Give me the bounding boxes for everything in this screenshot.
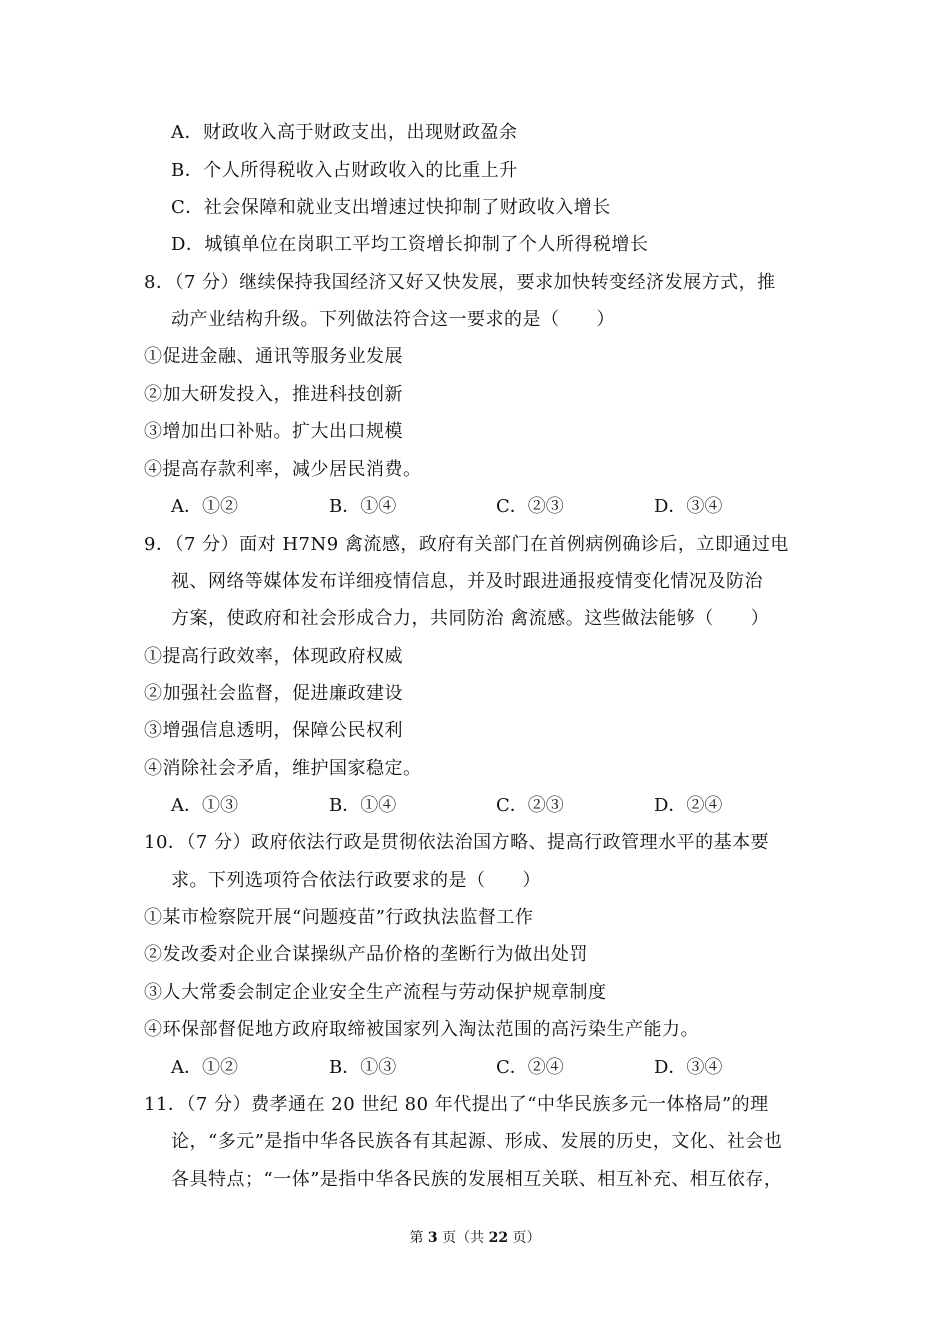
q8-item-4: ④提高存款利率，减少居民消费。 [144,459,422,480]
q10-stem-line-2: 求。下列选项符合依法行政要求的是（ ） [171,870,541,891]
q11-stem-line-2: 论，“多元”是指中华各民族各有其起源、形成、发展的历史，文化、社会也 [171,1131,783,1152]
q9-choice-c: C．②③ [496,795,564,816]
footer-mid: 页（共 [442,1230,485,1246]
q10-choice-d: D．③④ [654,1057,723,1078]
q9-item-1: ①提高行政效率，体现政府权威 [144,646,403,667]
q8-choice-a: A．①② [171,496,238,517]
q10-choice-c: C．②④ [496,1057,564,1078]
q8-choice-b: B．①④ [329,496,397,517]
q7-option-c: C．社会保障和就业支出增速过快抑制了财政收入增长 [171,197,611,218]
q7-option-d: D．城镇单位在岗职工平均工资增长抑制了个人所得税增长 [171,234,649,255]
q9-choice-b: B．①④ [329,795,397,816]
footer-page-total: 22 [488,1230,509,1246]
q8-stem-line-2: 动产业结构升级。下列做法符合这一要求的是（ ） [171,309,615,330]
q7-option-b: B．个人所得税收入占财政收入的比重上升 [171,160,518,181]
q9-stem-line-3: 方案，使政府和社会形成合力，共同防治 禽流感。这些做法能够（ ） [171,608,770,629]
q11-stem-line-1: 11．（7 分）费孝通在 20 世纪 80 年代提出了“中华民族多元一体格局”的理 [144,1094,769,1115]
q7-option-a: A．财政收入高于财政支出，出现财政盈余 [171,122,518,143]
q9-item-4: ④消除社会矛盾，维护国家稳定。 [144,758,422,779]
q8-item-3: ③增加出口补贴。扩大出口规模 [144,421,403,442]
q9-item-3: ③增强信息透明，保障公民权利 [144,720,403,741]
footer-suffix: 页） [512,1230,541,1246]
q9-choice-a: A．①③ [171,795,238,816]
q10-choice-a: A．①② [171,1057,238,1078]
page-footer [0,1228,950,1248]
q9-stem-line-1: 9．（7 分）面对 H7N9 禽流感，政府有关部门在首例病例确诊后，立即通过电 [144,534,789,555]
q11-stem-line-3: 各具特点；“一体”是指中华各民族的发展相互关联、相互补充、相互依存， [171,1169,783,1190]
q9-item-2: ②加强社会监督，促进廉政建设 [144,683,403,704]
q8-item-2: ②加大研发投入，推进科技创新 [144,384,403,405]
q9-stem-line-2: 视、网络等媒体发布详细疫情信息，并及时跟进通报疫情变化情况及防治 [171,571,763,592]
q8-stem-line-1: 8．（7 分）继续保持我国经济又好又快发展，要求加快转变经济发展方式，推 [144,272,776,293]
q8-choice-d: D．③④ [654,496,723,517]
q8-item-1: ①促进金融、通讯等服务业发展 [144,346,403,367]
q10-item-4: ④环保部督促地方政府取缔被国家列入淘汰范围的高污染生产能力。 [144,1019,699,1040]
q10-item-2: ②发改委对企业合谋操纵产品价格的垄断行为做出处罚 [144,944,588,965]
footer-page-number: 3 [427,1230,438,1246]
q10-item-3: ③人大常委会制定企业安全生产流程与劳动保护规章制度 [144,982,607,1003]
q10-choice-b: B．①③ [329,1057,397,1078]
q10-item-1: ①某市检察院开展“问题疫苗”行政执法监督工作 [144,907,534,928]
q9-choice-d: D．②④ [654,795,723,816]
q8-choice-c: C．②③ [496,496,564,517]
footer-prefix: 第 [409,1230,424,1246]
q10-stem-line-1: 10．（7 分）政府依法行政是贯彻依法治国方略、提高行政管理水平的基本要 [144,832,770,853]
